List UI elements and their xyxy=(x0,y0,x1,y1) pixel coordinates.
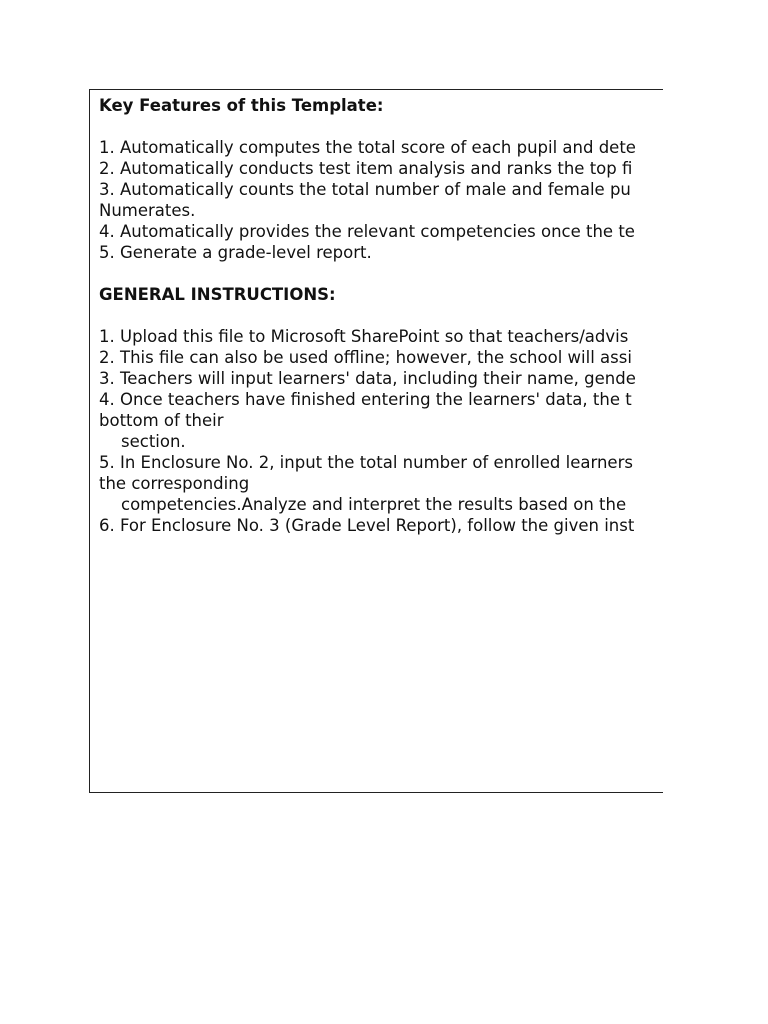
instructions-content xyxy=(99,95,663,536)
general-instructions-heading: GENERAL INSTRUCTIONS: xyxy=(99,285,336,304)
key-feature-item: 4. Automatically provides the relevant competencies once the te xyxy=(99,222,635,241)
instruction-item: 2. This file can also be used offline; however, the school will assi xyxy=(99,348,632,367)
instruction-item-continuation: section. xyxy=(121,432,186,451)
key-feature-item-continuation: Numerates. xyxy=(99,201,196,220)
spacer xyxy=(99,305,663,326)
instruction-item-continuation: the corresponding xyxy=(99,474,250,493)
instruction-item-continuation: bottom of their xyxy=(99,411,224,430)
instruction-item: 6. For Enclosure No. 3 (Grade Level Report), follow the given inst xyxy=(99,516,635,535)
instructions-text-box xyxy=(89,89,663,793)
instruction-item: 3. Teachers will input learners' data, including their name, gende xyxy=(99,369,636,388)
instruction-item: 4. Once teachers have finished entering the learners' data, the t xyxy=(99,390,632,409)
spacer xyxy=(99,263,663,284)
key-feature-item: 3. Automatically counts the total number of male and female pu xyxy=(99,180,631,199)
spacer xyxy=(99,116,663,137)
instruction-item: 5. In Enclosure No. 2, input the total number of enrolled learners xyxy=(99,453,633,472)
instruction-item: 1. Upload this file to Microsoft SharePoint so that teachers/advis xyxy=(99,327,629,346)
key-feature-item: 5. Generate a grade-level report. xyxy=(99,243,372,262)
instruction-item-continuation: competencies.Analyze and interpret the results based on the xyxy=(121,495,627,514)
key-feature-item: 1. Automatically computes the total score of each pupil and dete xyxy=(99,138,636,157)
key-feature-item: 2. Automatically conducts test item analysis and ranks the top fi xyxy=(99,159,633,178)
key-features-heading: Key Features of this Template: xyxy=(99,96,384,115)
